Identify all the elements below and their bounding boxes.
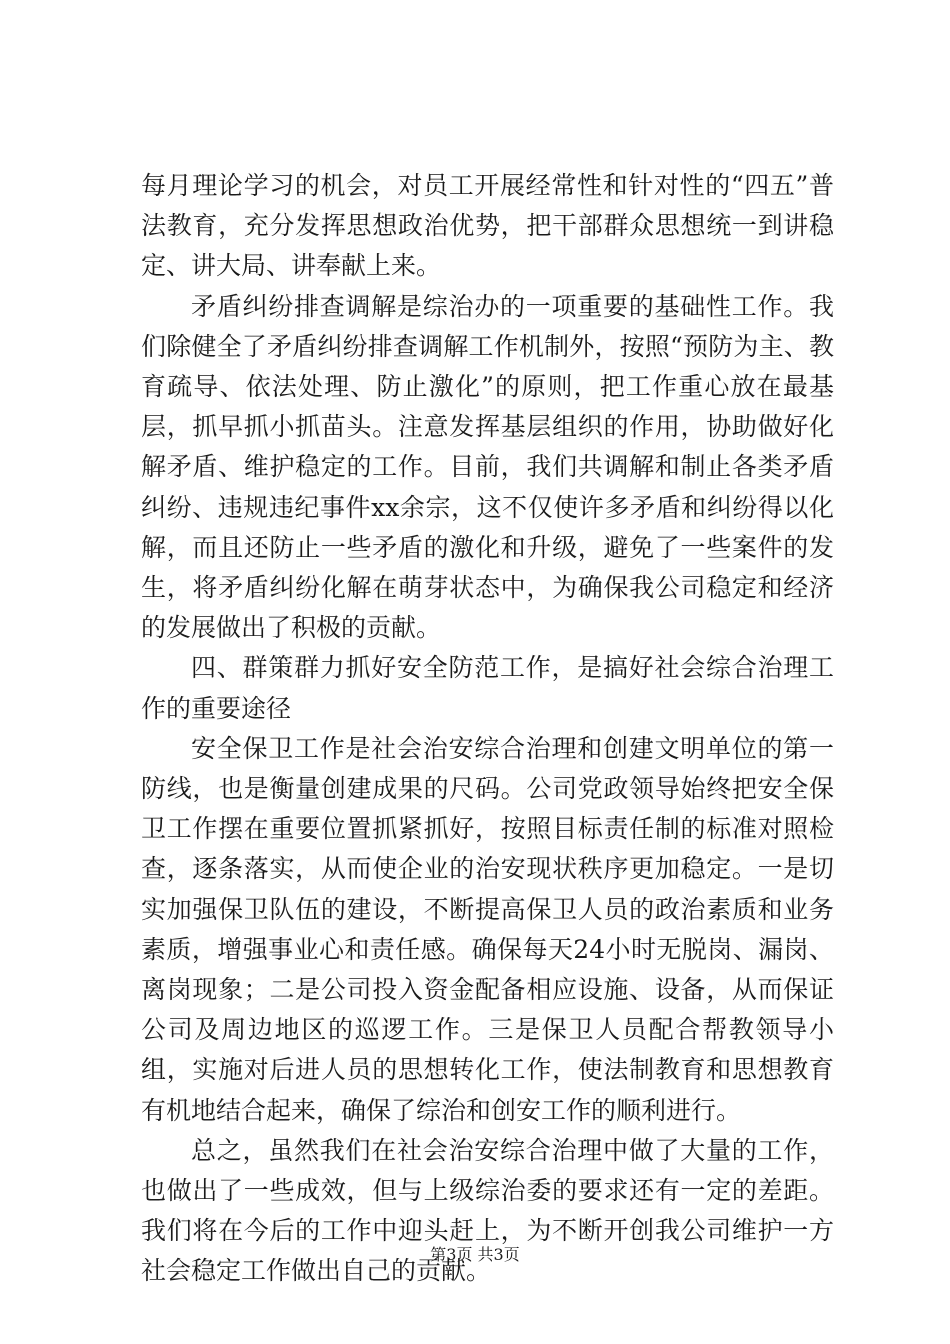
paragraph-continuation: 每月理论学习的机会，对员工开展经常性和针对性的“四五”普法教育，充分发挥思想政治优势，把干部群众思想统一到讲稳定、讲大局、讲奉献上来。	[141, 171, 834, 281]
paragraph-security-work: 安全保卫工作是社会治安综合治理和创建文明单位的第一防线，也是衡量创建成果的尺码。公司党政领导始终把安全保卫工作摆在重要位置抓紧抓好，按照目标责任制的标准对照检查，逐条落实，从而使企业的治安现状秩序更加稳定。一是切实加强保卫队伍的建设，不断提高保卫人员的政治素质和业务素质，增强事业心和责任感。确保每天24小时无脱岗、漏岗、离岗现象；二是公司投入资金配备相应设施、设备，从而保证公司及周边地区的巡逻工作。三是保卫人员配合帮教领导小组，实施对后进人员的思想转化工作，使法制教育和思想教育有机地结合起来，确保了综治和创安工作的顺利进行。	[141, 733, 834, 1125]
document-body	[141, 166, 834, 1292]
page-footer: 第3页 共3页	[430, 1245, 520, 1264]
paragraph-dispute-mediation: 矛盾纠纷排查调解是综治办的一项重要的基础性工作。我们除健全了矛盾纠纷排查调解工作机制外，按照“预防为主、教育疏导、依法处理、防止激化”的原则，把工作重心放在最基层，抓早抓小抓苗头。注意发挥基层组织的作用，协助做好化解矛盾、维护稳定的工作。目前，我们共调解和制止各类矛盾纠纷、违规违纪事件xx余宗，这不仅使许多矛盾和纠纷得以化解，而且还防止一些矛盾的激化和升级，避免了一些案件的发生，将矛盾纠纷化解在萌芽状态中，为确保我公司稳定和经济的发展做出了积极的贡献。	[141, 291, 834, 643]
paragraph-conclusion: 总之，虽然我们在社会治安综合治理中做了大量的工作，也做出了一些成效，但与上级综治委的要求还有一定的差距。我们将在今后的工作中迎头赶上，为不断开创我公司维护一方社会稳定工作做出自己的贡献。	[141, 1135, 834, 1286]
section-heading-security: 四、群策群力抓好安全防范工作，是搞好社会综合治理工作的重要途径	[141, 653, 834, 723]
